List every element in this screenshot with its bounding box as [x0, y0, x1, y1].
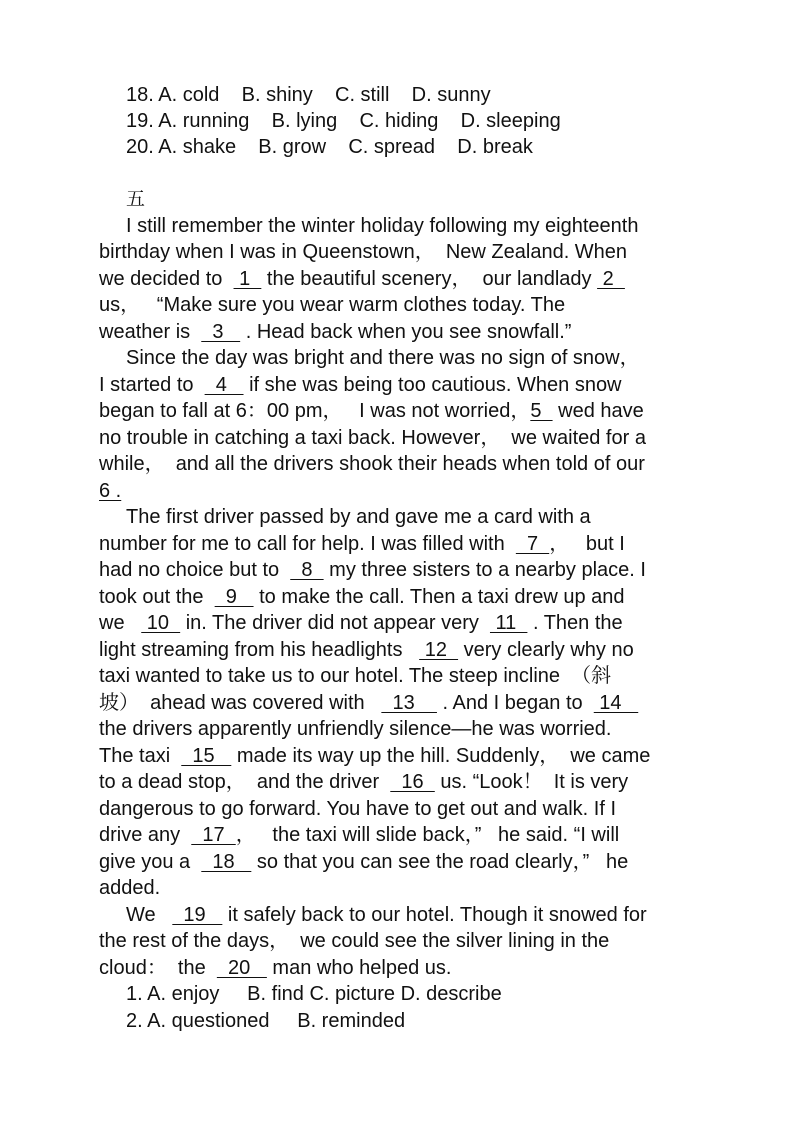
passage-text: it safely back to our hotel. Though it snowed for: [222, 904, 647, 926]
blank-5: 5: [530, 400, 553, 422]
blank-9: 9: [214, 586, 254, 608]
passage-line: the rest of the days， we could see the silver lining in the: [99, 930, 610, 952]
passage-line: [99, 610, 623, 636]
option-line-19: 19. A. running B. lying C. hiding D. sleeping: [126, 110, 561, 132]
passage-line: Since the day was bright and there was no sign of snow，: [126, 347, 640, 369]
blank-4: 4: [204, 374, 244, 396]
passage-text: number for me to call for help. I was filled with: [99, 533, 516, 555]
passage-line: [99, 531, 625, 557]
passage-line: [99, 955, 451, 981]
blank-13: 13: [381, 692, 437, 714]
passage-text: began to fall at 6：00 pm， I was not worried，: [99, 400, 531, 422]
passage-text: . Then the: [527, 612, 623, 634]
passage-text: . And I began to: [436, 692, 594, 714]
blank-6: 6 .: [99, 480, 122, 502]
passage-text: to make the call. Then a taxi drew up and: [253, 586, 625, 608]
blank-7: 7: [515, 533, 550, 555]
passage-text: wed have: [552, 400, 644, 422]
option-line-20: 20. A. shake B. grow C. spread D. break: [126, 136, 533, 158]
passage-line: [99, 637, 634, 663]
passage-text: my three sisters to a nearby place. I: [323, 559, 646, 581]
blank-11: 11: [489, 612, 528, 634]
passage-line: [99, 743, 650, 769]
passage-line: while， and all the drivers shook their heads when told of our: [99, 453, 645, 475]
passage-text: in. The driver did not appear very: [180, 612, 490, 634]
blank-3: 3: [201, 321, 241, 343]
passage-text: made its way up the hill. Suddenly， we came: [231, 745, 651, 767]
passage-text: drive any: [99, 824, 192, 846]
passage-text: if she was being too cautious. When snow: [243, 374, 622, 396]
passage-text: man who helped us.: [266, 957, 452, 979]
passage-text: had no choice but to: [99, 559, 291, 581]
blank-17: 17: [191, 824, 236, 846]
passage-line: dangerous to go forward. You have to get out and walk. If I: [99, 798, 617, 820]
passage-text: 坡） ahead was covered with: [99, 692, 382, 714]
passage-line: [99, 557, 646, 583]
blank-18: 18: [201, 851, 252, 873]
passage-text: ， the taxi will slide back，” he said. “I will: [235, 824, 620, 846]
passage-text: us. “Look！ It is very: [434, 771, 629, 793]
passage-line: [99, 478, 121, 504]
passage-text: the beautiful scenery， our landlady: [261, 268, 598, 290]
option-line-1: 1. A. enjoy B. find C. picture D. describe: [126, 983, 502, 1005]
passage-line: I still remember the winter holiday following my eighteenth: [126, 215, 639, 237]
blank-1: 1: [233, 268, 262, 290]
passage-text: so that you can see the road clearly，” he: [251, 851, 629, 873]
passage-text: . Head back when you see snowfall.”: [240, 321, 572, 343]
passage-line: no trouble in catching a taxi back. However， we waited for a: [99, 427, 646, 449]
blank-20: 20: [216, 957, 267, 979]
passage-line: [99, 266, 625, 292]
blank-14: 14: [593, 692, 639, 714]
passage-text: light streaming from his headlights: [99, 639, 420, 661]
passage-text: weather is: [99, 321, 202, 343]
blank-2: 2: [597, 268, 625, 290]
passage-text: we decided to: [99, 268, 234, 290]
passage-line: [99, 372, 622, 398]
passage-line: [99, 769, 628, 795]
option-line-18: 18. A. cold B. shiny C. still D. sunny: [126, 84, 491, 106]
blank-19: 19: [172, 904, 223, 926]
passage-line: [99, 690, 638, 716]
passage-line: [99, 584, 625, 610]
passage-line: [99, 319, 571, 345]
blank-15: 15: [181, 745, 232, 767]
passage-line: the drivers apparently unfriendly silence—he was worried.: [99, 718, 612, 740]
passage-line: The first driver passed by and gave me a card with a: [126, 506, 591, 528]
passage-text: ， but I: [549, 533, 625, 555]
blank-16: 16: [390, 771, 435, 793]
passage-text: The taxi: [99, 745, 182, 767]
passage-text: cloud： the: [99, 957, 217, 979]
passage-line: [99, 849, 628, 875]
passage-text: I started to: [99, 374, 205, 396]
passage-line: birthday when I was in Queenstown， New Zealand. When: [99, 241, 628, 263]
passage-line: [99, 822, 619, 848]
passage-line: taxi wanted to take us to our hotel. The steep incline （斜: [99, 665, 612, 687]
passage-text: we: [99, 612, 142, 634]
passage-text: give you a: [99, 851, 202, 873]
passage-text: to a dead stop， and the driver: [99, 771, 391, 793]
passage-line: [99, 398, 644, 424]
option-line-2: 2. A. questioned B. reminded: [126, 1010, 406, 1032]
blank-10: 10: [141, 612, 181, 634]
blank-8: 8: [290, 559, 324, 581]
passage-line: [126, 902, 647, 928]
section-heading: 五: [126, 188, 146, 210]
passage-line: added.: [99, 877, 161, 899]
passage-text: took out the: [99, 586, 215, 608]
passage-line: us， “Make sure you wear warm clothes today. The: [99, 294, 566, 316]
passage-text: very clearly why no: [458, 639, 634, 661]
blank-12: 12: [419, 639, 459, 661]
passage-text: We: [126, 904, 173, 926]
